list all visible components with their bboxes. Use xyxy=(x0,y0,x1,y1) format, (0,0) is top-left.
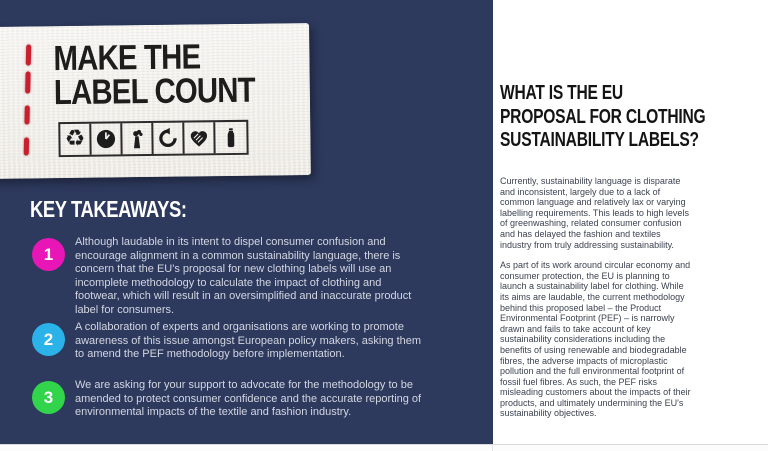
page-bottom-edge xyxy=(0,444,768,451)
stitch-marks xyxy=(24,44,32,155)
body-paragraph: As part of its work around circular economy and consumer protection, the EU is planning to launch a sustainability label for clothing. While its aims are laudable, the current methodology behind this proposed label – the Product Environmental Footprint (PEF) – is narrowly drawn and fails to take account of key sustainability considerations including the benefits of using renewable and biodegradable fibres, the adverse impacts of microplastic pollution and the full environmental footprint of fossil fuel fibres. As such, the PEF risks misleading customers about the impacts of their products, and ultimately undermining the EU's sustainability objectives. xyxy=(500,260,691,419)
recycle-icon: ♻ xyxy=(60,124,91,155)
care-icon-row xyxy=(58,120,248,157)
factory-icon xyxy=(122,123,153,154)
label-title-line1: MAKE THE xyxy=(53,37,201,79)
section-title-line2: PROPOSAL FOR CLOTHING xyxy=(500,105,706,128)
section-title-line1: WHAT IS THE EU xyxy=(500,82,623,104)
takeaway-item xyxy=(32,236,427,317)
panel-divider xyxy=(492,444,493,451)
takeaway-text: We are asking for your support to advocate for the methodology to be amended to protect consumer confidence and the accurate reporting of environmental impacts of the textile and fashion industry. xyxy=(75,379,422,418)
section-title xyxy=(500,82,763,153)
stitch-dash xyxy=(26,44,31,65)
label-title xyxy=(53,37,256,113)
label-title-line2: LABEL COUNT xyxy=(53,70,256,113)
clock-icon xyxy=(91,123,122,154)
takeaway-number-badge: 1 xyxy=(32,238,65,271)
takeaway-item xyxy=(32,321,427,362)
refresh-icon xyxy=(153,123,184,154)
section-body xyxy=(500,176,692,429)
stitch-dash xyxy=(24,105,29,124)
bottle-icon xyxy=(215,122,246,153)
section-title-line3: SUSTAINABILITY LABELS? xyxy=(500,129,699,151)
handshake-icon xyxy=(184,122,215,153)
key-takeaways-heading: KEY TAKEAWAYS: xyxy=(30,196,187,222)
stitch-dash xyxy=(24,137,29,155)
takeaway-number-badge: 3 xyxy=(32,381,65,414)
takeaway-text: Although laudable in its intent to dispel consumer confusion and encourage alignment in a common sustainability language, there is concern that the EU's proposal for new clothing labels will use an incomplete methodology to calculate the impact of clothing and footwear, which will result in an oversimplified and inaccurate product label for consumers. xyxy=(75,236,412,316)
right-panel xyxy=(493,0,768,444)
body-paragraph: Currently, sustainability language is disparate and inconsistent, largely due to a lack of common language and relatively lax or varying labelling requirements. This leads to high levels of greenwashing, related consumer confusion and has delayed the fashion and textiles industry from truly addressing sustainability. xyxy=(500,176,689,250)
takeaway-number-badge: 2 xyxy=(32,323,65,356)
takeaway-item xyxy=(32,379,427,420)
stitch-dash xyxy=(25,71,30,93)
takeaway-text: A collaboration of experts and organisations are working to promote awareness of this issue amongst European policy makers, asking them to amend the PEF methodology before implementation. xyxy=(75,321,422,360)
clothing-label-graphic xyxy=(0,23,311,179)
